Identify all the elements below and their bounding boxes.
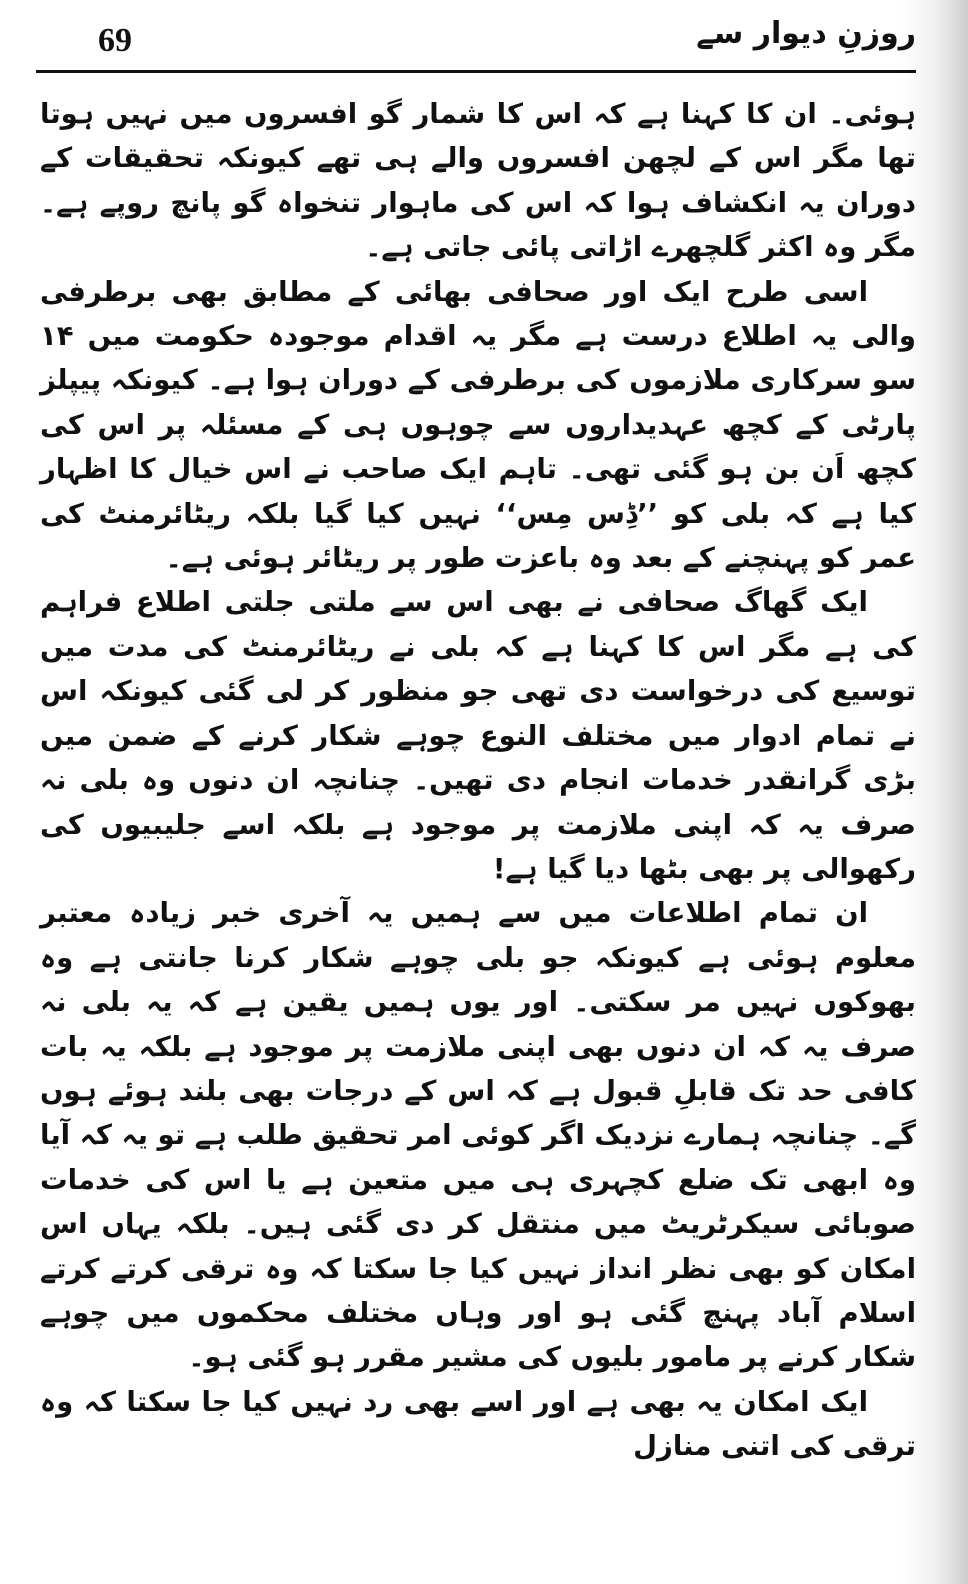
paragraph-5: ایک امکان یہ بھی ہے اور اسے بھی رد نہیں کیا جا سکتا کہ وہ ترقی کی اتنی منازل [40, 1385, 916, 1463]
paragraph-2: اسی طرح ایک اور صحافی بھائی کے مطابق بھی برطرفی والی یہ اطلاع درست ہے مگر یہ اقدام موجودہ حکومت میں ۱۴ سو سرکاری ملازموں کی برطرفی کے دوران ہوا ہے۔ کیونکہ پیپلز پارٹی کے کچھ عہدیداروں سے چوہوں ہی کے مسئلہ پر اس کی کچھ اَن بن ہو گئی تھی۔ تاہم ایک صاحب نے اس خیال کا اظہار کیا ہے کہ بلی کو ’’ڈِس مِس‘‘ نہیں کیا گیا بلکہ ریٹائرمنٹ کی عمر کو پہنچنے کے بعد وہ باعزت طور پر ریٹائر ہوئی ہے۔ [40, 275, 916, 575]
paragraph-3: ایک گھاگ صحافی نے بھی اس سے ملتی جلتی اطلاع فراہم کی ہے مگر اس کا کہنا ہے کہ بلی نے ریٹائرمنٹ کی مدت میں توسیع کی درخواست دی تھی جو منظور کر لی گئی کیونکہ اس نے تمام ادوار میں مختلف النوع چوہے شکار کرنے کے ضمن میں بڑی گرانقدر خدمات انجام دی تھیں۔ چنانچہ ان دنوں وہ بلی نہ صرف یہ کہ اپنی ملازمت پر موجود ہے بلکہ اسے جلیبیوں کی رکھوالی پر بھی بٹھا دیا گیا ہے! [40, 586, 916, 885]
running-title: روزنِ دیوار سے [696, 16, 916, 51]
paragraph-4: ان تمام اطلاعات میں سے ہمیں یہ آخری خبر زیادہ معتبر معلوم ہوئی ہے کیونکہ جو بلی چوہے شکار کرنا جانتی ہے وہ بھوکوں نہیں مر سکتی۔ اور یوں ہمیں یقین ہے کہ یہ بلی نہ صرف یہ کہ ان دنوں بھی اپنی ملازمت پر موجود ہے بلکہ یہ بات کافی حد تک قابلِ قبول ہے کہ اس کے درجات بھی بلند ہوئے ہوں گے۔ چنانچہ ہمارے نزدیک اگر کوئی امر تحقیق طلب ہے تو یہ کہ آیا وہ ابھی تک ضلع کچہری ہی میں متعین ہے یا اس کی خدمات صوبائی سیکرٹریٹ میں منتقل کر دی گئی ہیں۔ بلکہ یہاں اس امکان کو بھی نظر انداز نہیں کیا جا سکتا کہ وہ ترقی کرتے کرتے اسلام آباد پہنچ گئی ہو اور وہاں مختلف محکموں میں چوہے شکار کرنے پر مامور بلیوں کی مشیر مقرر ہو گئی ہو۔ [40, 897, 916, 1374]
binding-shadow [934, 0, 968, 1584]
header-rule [36, 70, 916, 73]
paragraph-1: ہوئی۔ ان کا کہنا ہے کہ اس کا شمار گو افسروں میں نہیں ہوتا تھا مگر اس کے لچھن افسروں والے ہی تھے کیونکہ تحقیقات کے دوران یہ انکشاف ہوا کہ اس کی ماہوار تنخواہ گو پانچ روپے ہے۔ مگر وہ اکثر گلچھرے اڑاتی پائی جاتی ہے۔ [40, 98, 916, 264]
page-header [36, 14, 916, 70]
page-number: 69 [98, 22, 132, 59]
page-body [40, 92, 916, 1469]
